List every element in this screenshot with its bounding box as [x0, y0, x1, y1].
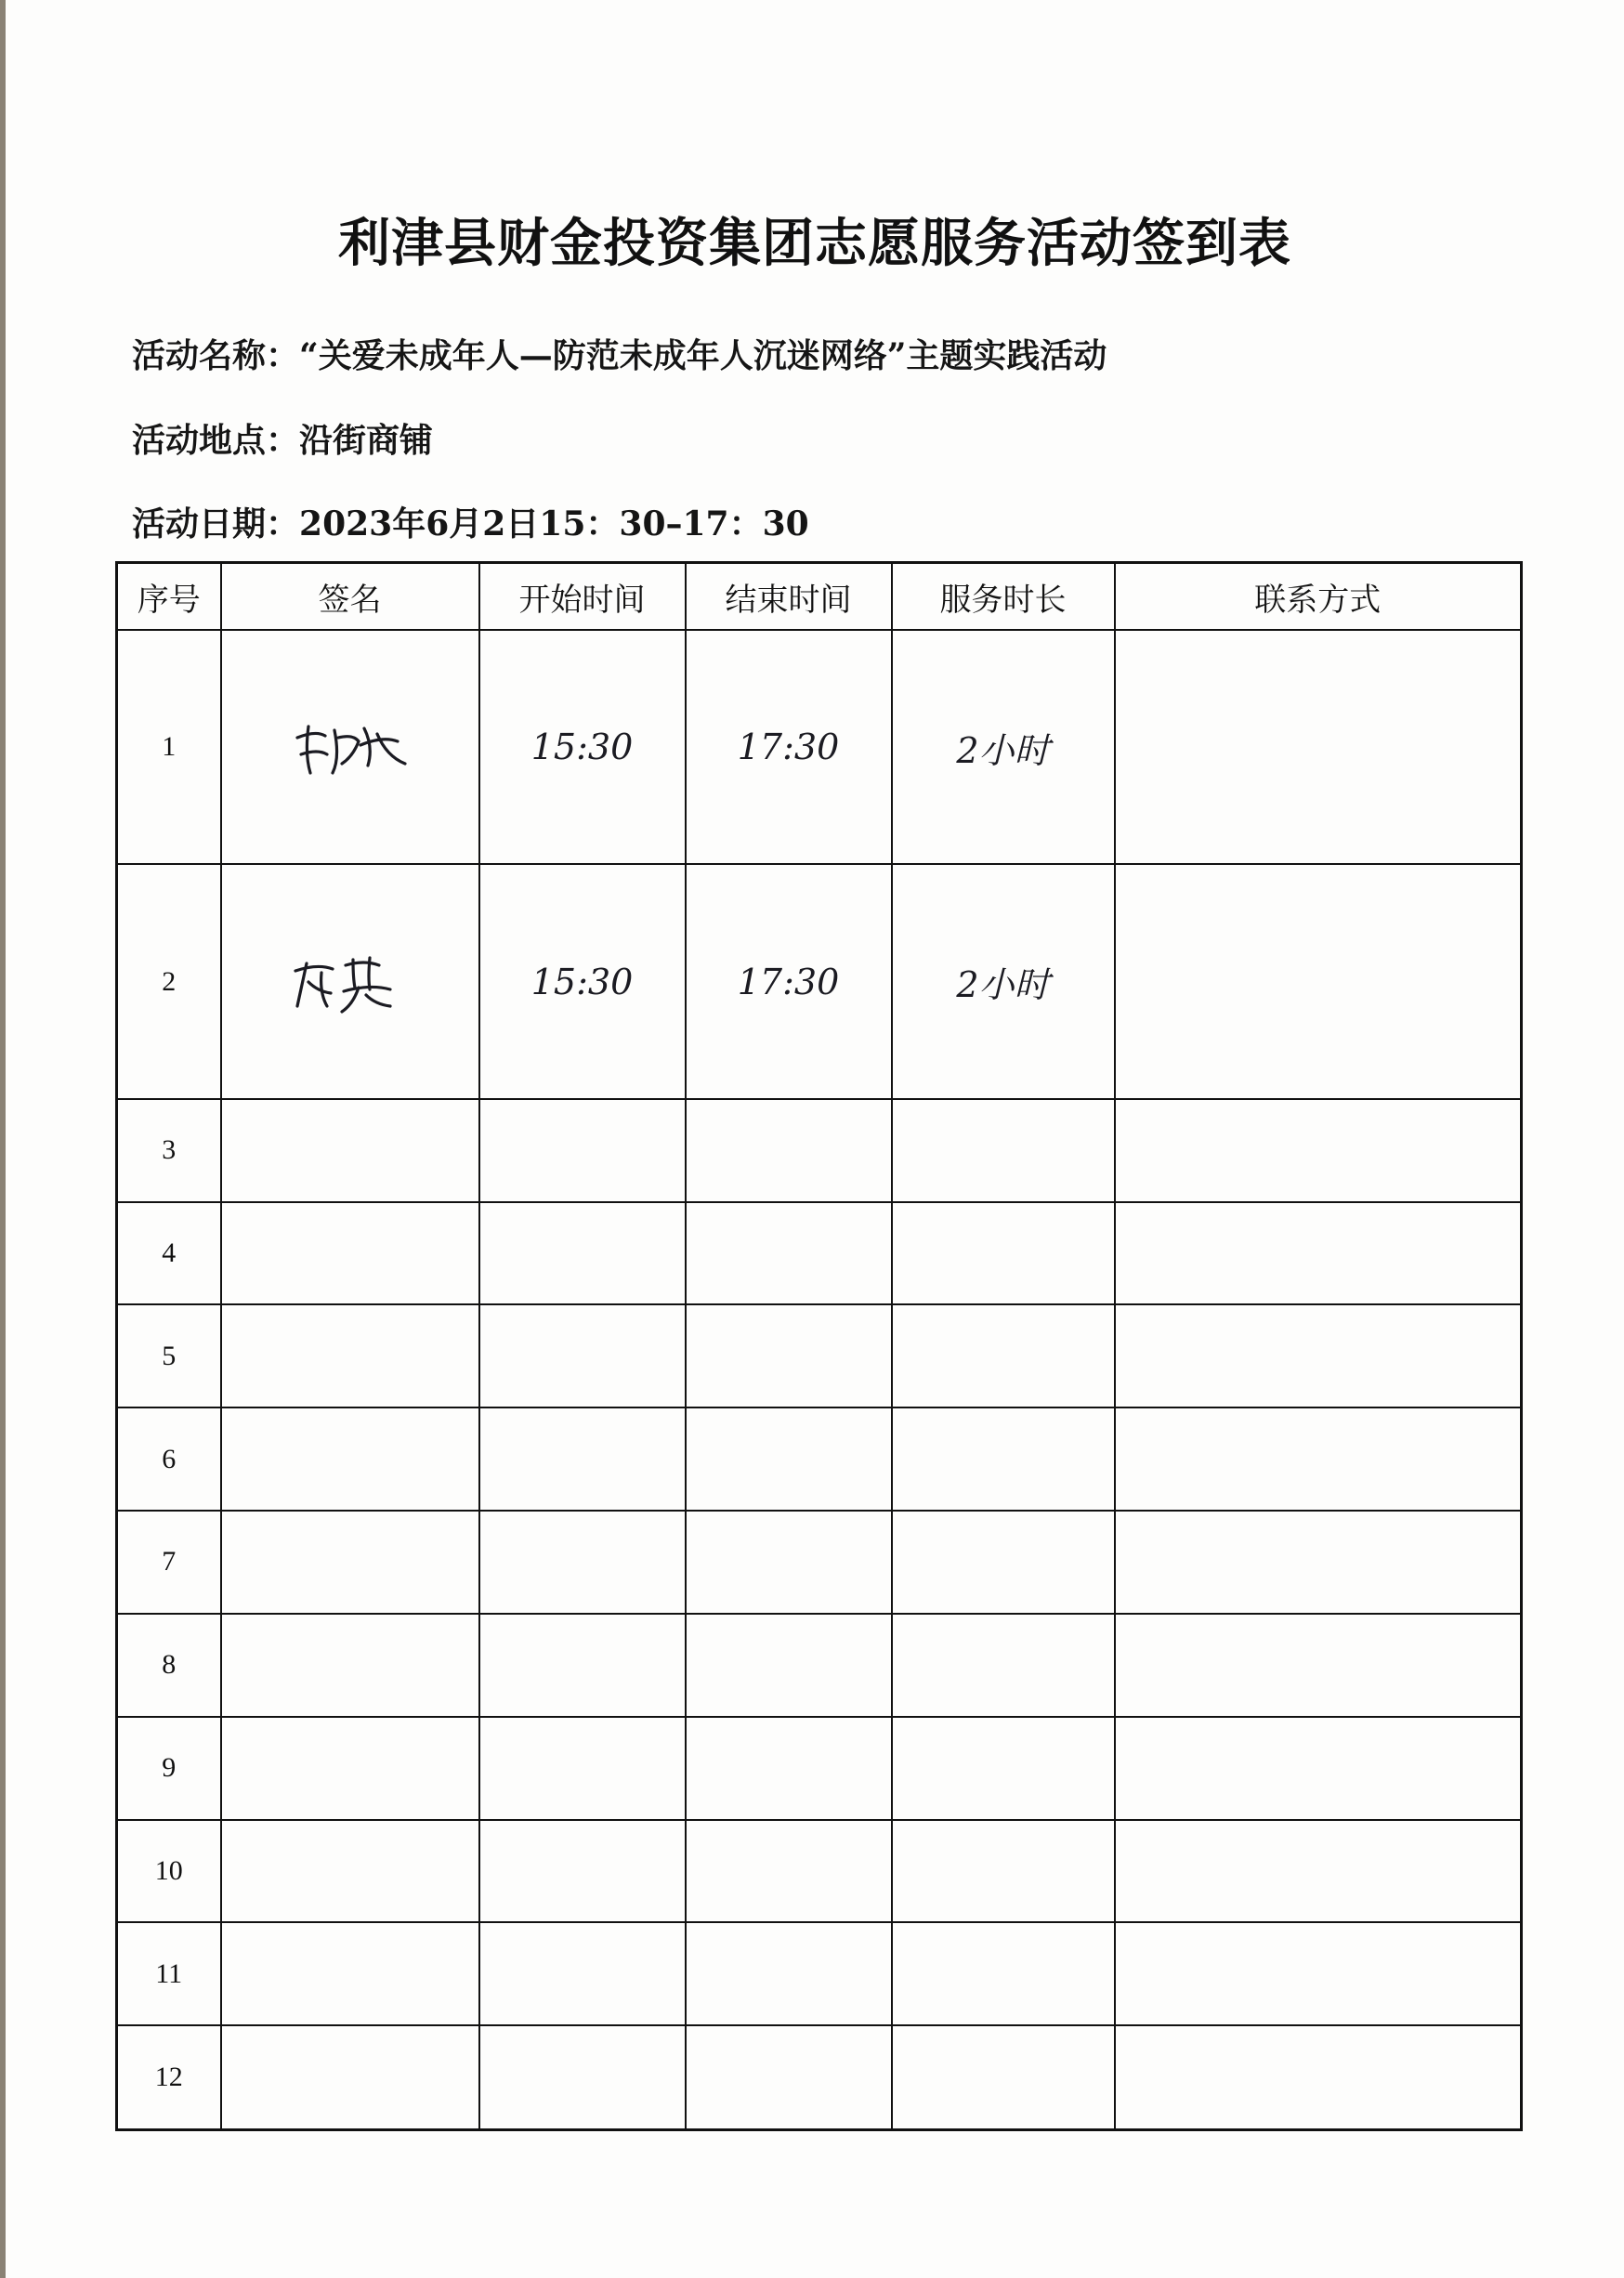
- handwritten-signature: [281, 710, 420, 784]
- start-time-cell: [479, 1820, 686, 1923]
- end-time-cell: [686, 2025, 892, 2129]
- table-row: [117, 1717, 1522, 1820]
- duration-cell: [892, 1922, 1115, 2025]
- activity-name-value: “关爱未成年人—防范未成年人沉迷网络”主题实践活动: [299, 336, 1107, 375]
- header-signature: 签名: [221, 563, 479, 631]
- table-row: [117, 1922, 1522, 2025]
- row-number: 4: [117, 1202, 221, 1305]
- end-time-cell: [686, 1099, 892, 1202]
- start-time-cell: [479, 630, 686, 864]
- table-row: [117, 1407, 1522, 1511]
- signature-cell: [221, 1304, 479, 1407]
- end-time-cell: [686, 1202, 892, 1305]
- duration-value: 2小时: [956, 964, 1050, 1006]
- activity-date-line: [132, 498, 809, 545]
- signature-cell: [221, 2025, 479, 2129]
- table-row: [117, 1304, 1522, 1407]
- row-number: 8: [117, 1614, 221, 1717]
- contact-cell: [1115, 864, 1522, 1098]
- start-time-cell: [479, 1202, 686, 1305]
- table-row: [117, 1202, 1522, 1305]
- signature-cell: [221, 864, 479, 1098]
- activity-date-value: 2023年6月2日15：30–17：30: [299, 504, 809, 543]
- duration-cell: [892, 864, 1115, 1098]
- table-row: [117, 1614, 1522, 1717]
- signature-cell: [221, 1099, 479, 1202]
- end-time-cell: [686, 1820, 892, 1923]
- sign-in-table: [115, 561, 1523, 2131]
- start-time-cell: [479, 864, 686, 1098]
- header-duration: 服务时长: [892, 563, 1115, 631]
- contact-cell: [1115, 1820, 1522, 1923]
- start-time-cell: [479, 1099, 686, 1202]
- duration-cell: [892, 1304, 1115, 1407]
- signature-cell: [221, 1717, 479, 1820]
- start-time-cell: [479, 1717, 686, 1820]
- contact-cell: [1115, 1202, 1522, 1305]
- start-time-cell: [479, 1407, 686, 1511]
- contact-cell: [1115, 2025, 1522, 2129]
- start-time-cell: [479, 1511, 686, 1614]
- start-time-cell: [479, 2025, 686, 2129]
- end-time-cell: [686, 630, 892, 864]
- duration-cell: [892, 1511, 1115, 1614]
- table-row: [117, 864, 1522, 1098]
- signature-cell: [221, 1202, 479, 1305]
- signature-cell: [221, 630, 479, 864]
- contact-cell: [1115, 1717, 1522, 1820]
- start-time-value: 15:30: [530, 961, 634, 1002]
- contact-cell: [1115, 1511, 1522, 1614]
- row-number: 12: [117, 2025, 221, 2129]
- header-end-time: 结束时间: [686, 563, 892, 631]
- end-time-cell: [686, 1922, 892, 2025]
- signature-cell: [221, 1407, 479, 1511]
- row-number: 7: [117, 1511, 221, 1614]
- row-number: 5: [117, 1304, 221, 1407]
- contact-cell: [1115, 1099, 1522, 1202]
- contact-cell: [1115, 1407, 1522, 1511]
- end-time-cell: [686, 1407, 892, 1511]
- signature-cell: [221, 1614, 479, 1717]
- contact-cell: [1115, 1922, 1522, 2025]
- contact-cell: [1115, 1614, 1522, 1717]
- end-time-value: 17:30: [737, 961, 840, 1002]
- page-title: 利津县财金投资集团志愿服务活动签到表: [338, 213, 1291, 274]
- activity-name-line: [132, 330, 1107, 377]
- header-start-time: 开始时间: [479, 563, 686, 631]
- header-no: 序号: [117, 563, 221, 631]
- duration-cell: [892, 1820, 1115, 1923]
- end-time-cell: [686, 1511, 892, 1614]
- contact-cell: [1115, 1304, 1522, 1407]
- activity-place-label: 活动地点：: [132, 421, 300, 460]
- end-time-value: 17:30: [737, 727, 840, 768]
- end-time-cell: [686, 1304, 892, 1407]
- duration-cell: [892, 2025, 1115, 2129]
- contact-cell: [1115, 630, 1522, 864]
- activity-date-label: 活动日期：: [132, 504, 300, 543]
- row-number: 9: [117, 1717, 221, 1820]
- activity-place-line: [132, 414, 433, 462]
- row-number: 10: [117, 1820, 221, 1923]
- start-time-cell: [479, 1614, 686, 1717]
- row-number: 2: [117, 864, 221, 1098]
- handwritten-signature: [281, 945, 420, 1019]
- table-header-row: [117, 563, 1522, 631]
- duration-value: 2小时: [956, 729, 1050, 771]
- signature-cell: [221, 1922, 479, 2025]
- duration-cell: [892, 1202, 1115, 1305]
- duration-cell: [892, 1099, 1115, 1202]
- end-time-cell: [686, 864, 892, 1098]
- header-contact: 联系方式: [1115, 563, 1522, 631]
- table-row: [117, 1099, 1522, 1202]
- activity-name-label: 活动名称：: [132, 336, 300, 375]
- table-row: [117, 2025, 1522, 2129]
- row-number: 1: [117, 630, 221, 864]
- table-row: [117, 630, 1522, 864]
- start-time-cell: [479, 1304, 686, 1407]
- row-number: 6: [117, 1407, 221, 1511]
- row-number: 11: [117, 1922, 221, 2025]
- start-time-cell: [479, 1922, 686, 2025]
- signature-cell: [221, 1820, 479, 1923]
- table-row: [117, 1511, 1522, 1614]
- row-number: 3: [117, 1099, 221, 1202]
- duration-cell: [892, 1614, 1115, 1717]
- signature-cell: [221, 1511, 479, 1614]
- table-row: [117, 1820, 1522, 1923]
- duration-cell: [892, 1717, 1115, 1820]
- duration-cell: [892, 630, 1115, 864]
- end-time-cell: [686, 1717, 892, 1820]
- start-time-value: 15:30: [530, 727, 634, 768]
- end-time-cell: [686, 1614, 892, 1717]
- activity-place-value: 沿街商铺: [299, 421, 434, 460]
- duration-cell: [892, 1407, 1115, 1511]
